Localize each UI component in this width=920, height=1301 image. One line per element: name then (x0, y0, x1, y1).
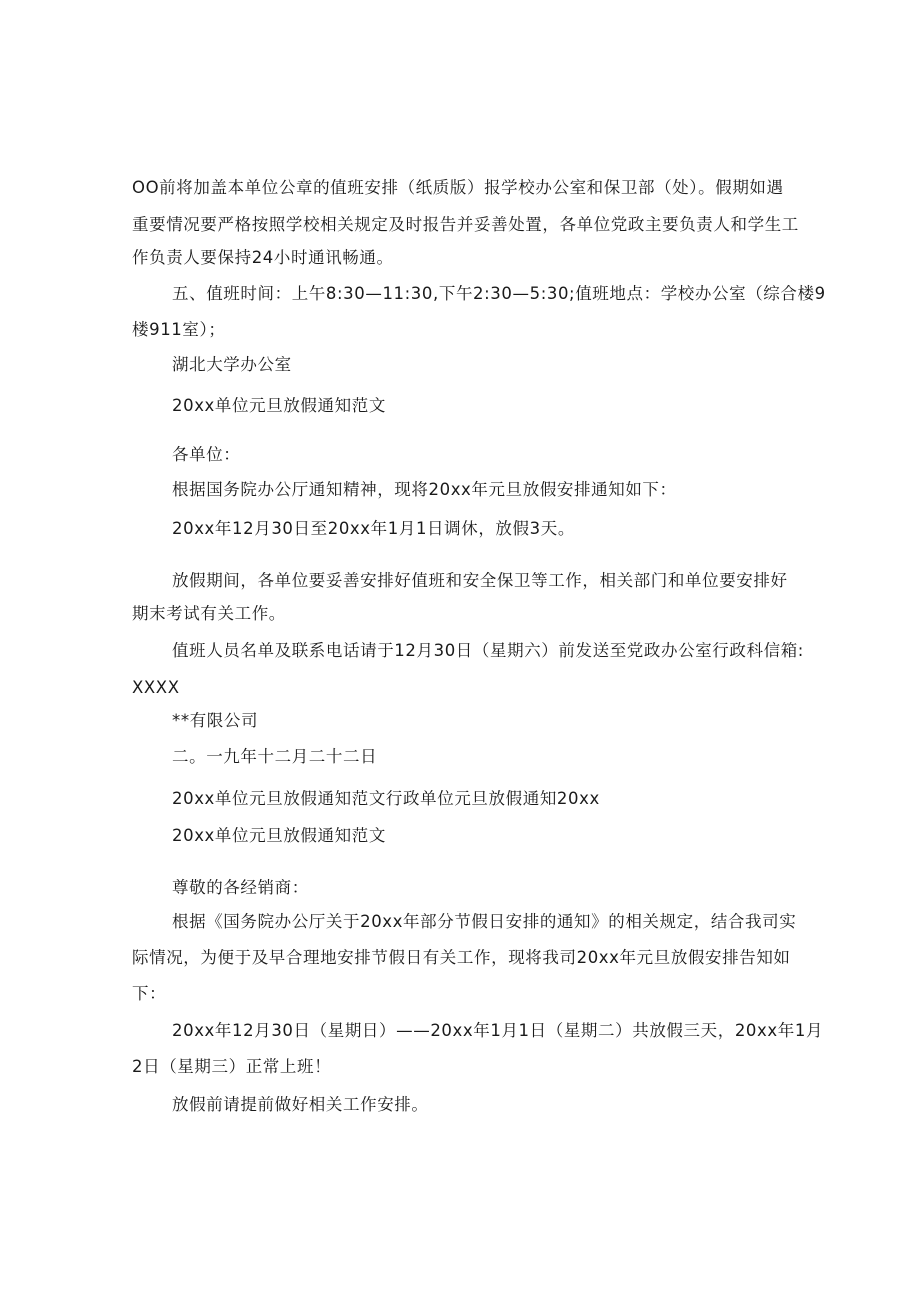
paragraph-line: 2日（星期三）正常上班！ (132, 1057, 332, 1076)
salutation: 尊敬的各经销商： (172, 878, 309, 897)
signature-office: 湖北大学办公室 (172, 355, 292, 374)
section-title: 20xx单位元旦放假通知范文行政单位元旦放假通知20xx (172, 789, 600, 808)
paragraph-line: 20xx年12月30日（星期日）——20xx年1月1日（星期二）共放假三天，20xx年1月 (172, 1021, 824, 1040)
paragraph-line: OO前将加盖本单位公章的值班安排（纸质版）报学校办公室和保卫部（处）。假期如遇 (132, 178, 784, 197)
paragraph-line: 五、值班时间：上午8:30—11:30,下午2:30—5:30;值班地点：学校办公室（综合楼9 (172, 284, 826, 303)
paragraph-line: 值班人员名单及联系电话请于12月30日（星期六）前发送至党政办公室行政科信箱: (172, 641, 804, 660)
paragraph-line: 下： (132, 984, 167, 1003)
paragraph-line: 20xx年12月30日至20xx年1月1日调休，放假3天。 (172, 519, 575, 538)
paragraph-line: 根据《国务院办公厅关于20xx年部分节假日安排的通知》的相关规定，结合我司实 (172, 912, 797, 931)
section-title: 20xx单位元旦放假通知范文 (172, 396, 386, 415)
paragraph-line: 放假期间，各单位要妥善安排好值班和安全保卫等工作，相关部门和单位要安排好 (172, 571, 788, 590)
paragraph-line: 重要情况要严格按照学校相关规定及时报告并妥善处置，各单位党政主要负责人和学生工 (132, 215, 799, 234)
paragraph-line: 放假前请提前做好相关工作安排。 (172, 1095, 429, 1114)
section-title: 20xx单位元旦放假通知范文 (172, 826, 386, 845)
signature-company: **有限公司 (172, 711, 259, 730)
paragraph-line: 际情况，为便于及早合理地安排节假日有关工作，现将我司20xx年元旦放假安排告知如 (132, 948, 791, 967)
paragraph-line: XXXX (132, 678, 180, 697)
paragraph-line: 楼911室）； (132, 320, 226, 339)
paragraph-line: 期末考试有关工作。 (132, 604, 286, 623)
paragraph-line: 作负责人要保持24小时通讯畅通。 (132, 248, 394, 267)
signature-date: 二。一九年十二月二十二日 (172, 747, 378, 766)
salutation: 各单位： (172, 445, 241, 464)
paragraph-line: 根据国务院办公厅通知精神，现将20xx年元旦放假安排通知如下： (172, 480, 677, 499)
